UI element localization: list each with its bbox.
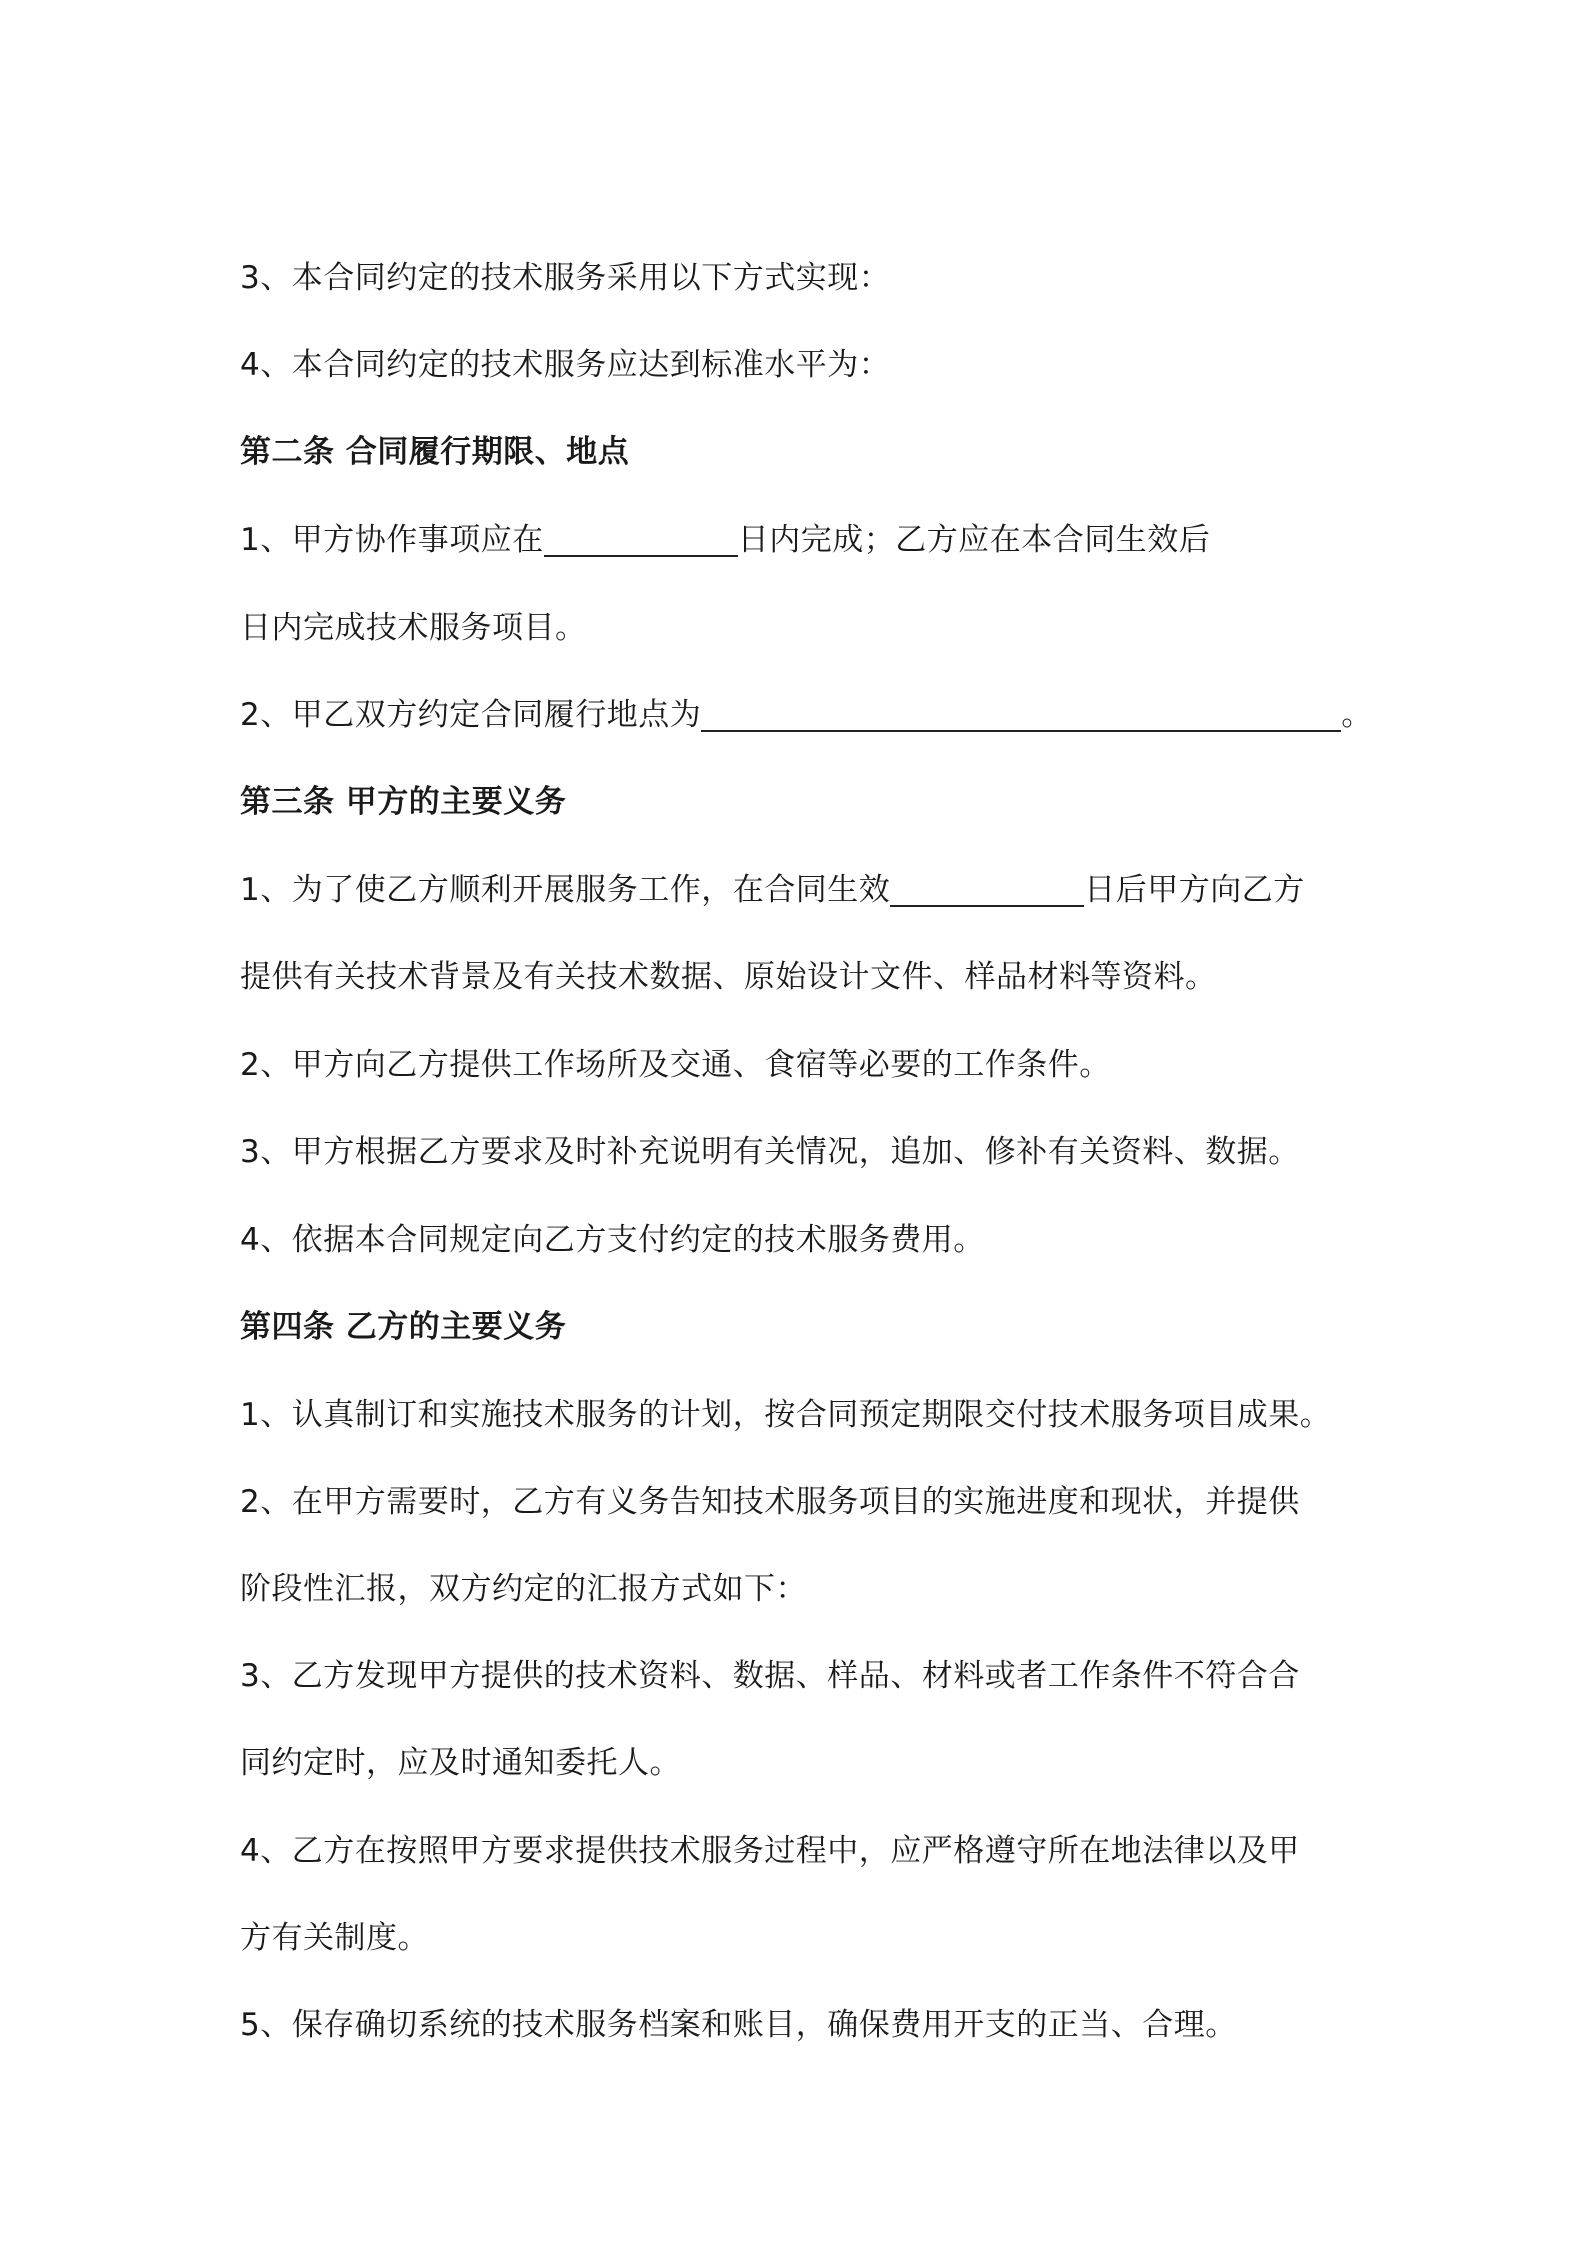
clause-text: 提供有关技术背景及有关技术数据、原始设计文件、样品材料等资料。 <box>240 959 1217 995</box>
article-2-heading <box>240 427 629 477</box>
heading-text: 第四条 乙方的主要义务 <box>240 1309 567 1345</box>
clause-3-item-2 <box>240 1040 1111 1090</box>
fill-in-blank[interactable] <box>890 869 1084 907</box>
clause-text: 1、为了使乙方顺利开展服务工作，在合同生效 <box>240 872 891 908</box>
clause-4-item-2-cont <box>240 1564 807 1614</box>
clause-4-item-3-cont <box>240 1738 681 1788</box>
clause-4-item-2 <box>240 1477 1300 1527</box>
clause-text: 1、甲方协作事项应在 <box>240 522 544 558</box>
clause-text: 日后甲方向乙方 <box>1084 872 1305 908</box>
clause-3-item-1 <box>240 865 1305 915</box>
clause-text: 4、依据本合同规定向乙方支付约定的技术服务费用。 <box>240 1222 985 1258</box>
clause-text: 日内完成技术服务项目。 <box>240 610 587 646</box>
fill-in-blank[interactable] <box>701 694 1341 732</box>
clause-3-item-1-cont <box>240 952 1217 1002</box>
clause-text: 。 <box>1341 697 1373 733</box>
clause-text: 4、本合同约定的技术服务应达到标准水平为： <box>240 347 891 383</box>
clause-2-item-1 <box>240 515 1210 565</box>
clause-text: 2、在甲方需要时，乙方有义务告知技术服务项目的实施进度和现状，并提供 <box>240 1484 1300 1520</box>
clause-3-item-4 <box>240 1215 985 1265</box>
clause-1-item-4 <box>240 340 890 390</box>
clause-text: 1、认真制订和实施技术服务的计划，按合同预定期限交付技术服务项目成果。 <box>240 1397 1332 1433</box>
clause-text: 2、甲乙双方约定合同履行地点为 <box>240 697 702 733</box>
clause-text: 3、甲方根据乙方要求及时补充说明有关情况，追加、修补有关资料、数据。 <box>240 1134 1300 1170</box>
clause-text: 2、甲方向乙方提供工作场所及交通、食宿等必要的工作条件。 <box>240 1047 1111 1083</box>
clause-text: 3、本合同约定的技术服务采用以下方式实现： <box>240 260 891 296</box>
clause-text: 日内完成；乙方应在本合同生效后 <box>737 522 1211 558</box>
clause-4-item-1 <box>240 1390 1331 1440</box>
clause-4-item-4-cont <box>240 1913 429 1963</box>
heading-text: 第三条 甲方的主要义务 <box>240 784 567 820</box>
clause-text: 3、乙方发现甲方提供的技术资料、数据、样品、材料或者工作条件不符合合 <box>240 1658 1300 1694</box>
clause-text: 4、乙方在按照甲方要求提供技术服务过程中，应严格遵守所在地法律以及甲 <box>240 1833 1300 1869</box>
clause-3-item-3 <box>240 1127 1300 1177</box>
clause-text: 5、保存确切系统的技术服务档案和账目，确保费用开支的正当、合理。 <box>240 2007 1237 2043</box>
heading-text: 第二条 合同履行期限、地点 <box>240 434 630 470</box>
clause-1-item-3 <box>240 253 890 303</box>
clause-text: 阶段性汇报，双方约定的汇报方式如下： <box>240 1571 807 1607</box>
clause-4-item-4 <box>240 1826 1300 1876</box>
clause-4-item-5 <box>240 2000 1237 2050</box>
clause-text: 同约定时，应及时通知委托人。 <box>240 1745 681 1781</box>
fill-in-blank[interactable] <box>544 519 738 557</box>
clause-text: 方有关制度。 <box>240 1920 429 1956</box>
article-3-heading <box>240 777 566 827</box>
clause-4-item-3 <box>240 1651 1300 1701</box>
clause-2-item-1-cont <box>240 603 587 653</box>
article-4-heading <box>240 1302 566 1352</box>
clause-2-item-2 <box>240 690 1373 740</box>
